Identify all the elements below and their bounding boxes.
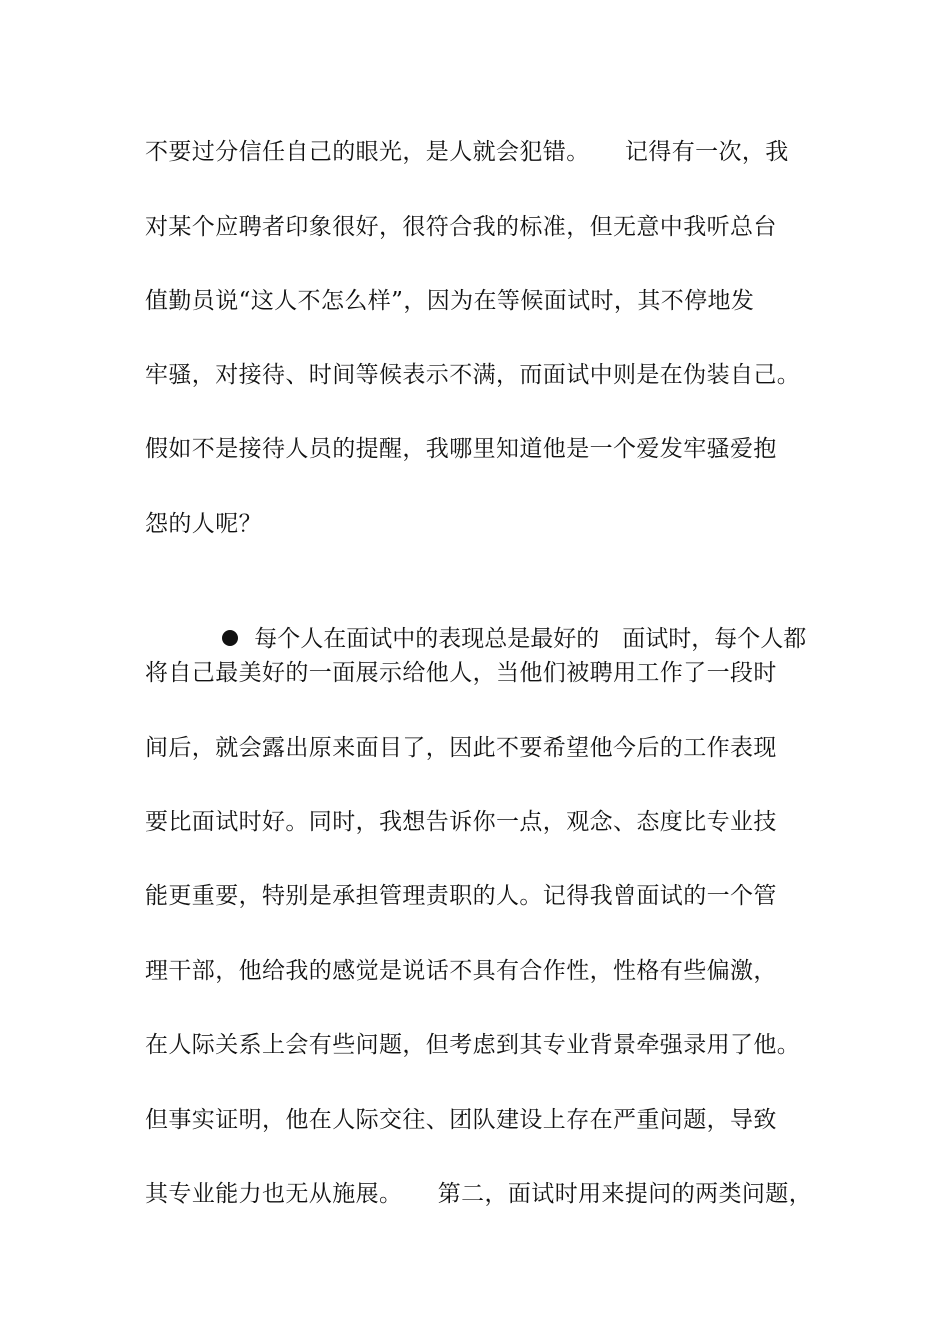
text-line-6: 怨的人呢？: [145, 511, 262, 537]
text-line-11: 理干部，他给我的感觉是说话不具有合作性，性格有些偏激，: [145, 958, 777, 984]
text-line-10: 能更重要，特别是承担管理责职的人。记得我曾面试的一个管: [145, 883, 777, 909]
text-line-2: 对某个应聘者印象很好，很符合我的标准，但无意中我听总台: [145, 214, 777, 240]
text-line-3: 值勤员说“这人不怎么样”，因为在等候面试时，其不停地发: [145, 288, 755, 314]
bullet-icon: [222, 630, 238, 646]
text-line-13: 但事实证明，他在人际交往、团队建设上存在严重问题，导致: [145, 1107, 777, 1133]
text-line-5: 假如不是接待人员的提醒，我哪里知道他是一个爱发牢骚爱抱: [145, 436, 777, 462]
text-line-4: 牢骚，对接待、时间等候表示不满，而面试中则是在伪装自己。: [145, 362, 801, 388]
text-line-7: 将自己最美好的一面展示给他人，当他们被聘用工作了一段时: [145, 660, 777, 686]
bullet-item: [193, 579, 807, 652]
bullet-text: 每个人在面试中的表现总是最好的 面试时，每个人都: [254, 626, 807, 652]
text-line-9: 要比面试时好。同时，我想告诉你一点，观念、态度比专业技: [145, 809, 777, 835]
text-line-1: 不要过分信任自己的眼光，是人就会犯错。 记得有一次，我: [145, 139, 789, 165]
text-line-14: 其专业能力也无从施展。 第二，面试时用来提问的两类问题，: [145, 1181, 813, 1207]
text-line-8: 间后，就会露出原来面目了，因此不要希望他今后的工作表现: [145, 735, 777, 761]
text-line-12: 在人际关系上会有些问题，但考虑到其专业背景牵强录用了他。: [145, 1032, 801, 1058]
